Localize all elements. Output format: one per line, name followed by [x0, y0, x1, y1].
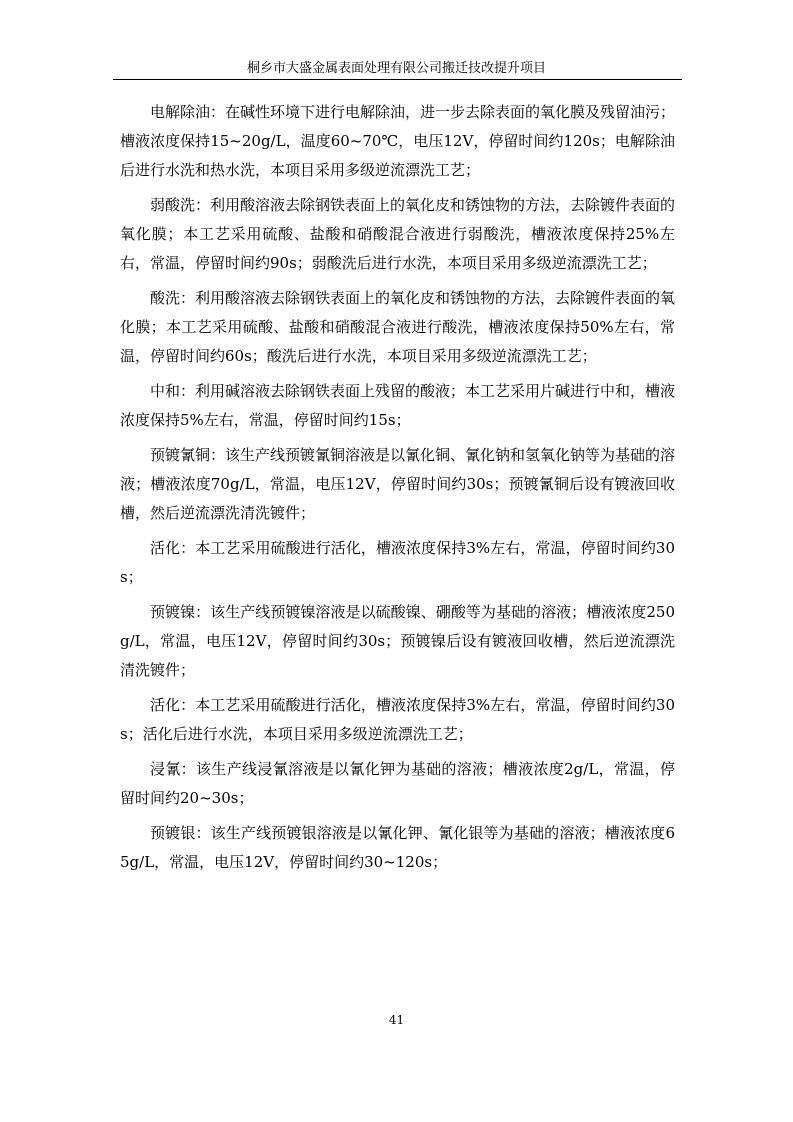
paragraph-pickling: 酸洗：利用酸溶液去除钢铁表面上的氧化皮和锈蚀物的方法，去除镀件表面的氧化膜；本工艺采用硫酸、盐酸和硝酸混合液进行酸洗，槽液浓度保持50%左右，常温，停留时间约60s；酸洗后进行水洗，本项目采用多级逆流漂洗工艺； [120, 289, 676, 365]
paragraph-electrolytic-degreasing: 电解除油：在碱性环境下进行电解除油，进一步去除表面的氧化膜及残留油污；槽液浓度保持15~20g/L，温度60~70℃，电压12V，停留时间约120s；电解除油后进行水洗和热水洗，本项目采用多级逆流漂洗工艺； [120, 103, 676, 179]
paragraph-activation-2: 活化：本工艺采用硫酸进行活化，槽液浓度保持3%左右，常温，停留时间约30s；活化后进行水洗，本项目采用多级逆流漂洗工艺； [120, 696, 675, 743]
paragraph-nickel-preplating: 预镀镍：该生产线预镀镍溶液是以硫酸镍、硼酸等为基础的溶液；槽液浓度250g/L，常温，电压12V，停留时间约30s；预镀镍后设有镀液回收槽，然后逆流漂洗清洗镀件； [120, 603, 675, 679]
paragraph-silver-preplating: 预镀银：该生产线预镀银溶液是以氰化钾、氰化银等为基础的溶液；槽液浓度65g/L，常温，电压12V，停留时间约30~120s； [120, 824, 675, 871]
page-number: 41 [388, 1013, 405, 1027]
paragraph-cyanide-dip: 浸氰：该生产线浸氰溶液是以氰化钾为基础的溶液；槽液浓度2g/L，常温，停留时间约20~30s； [120, 760, 675, 807]
paragraph-weak-pickling: 弱酸洗：利用酸溶液去除钢铁表面上的氧化皮和锈蚀物的方法，去除镀件表面的氧化膜；本工艺采用硫酸、盐酸和硝酸混合液进行弱酸洗，槽液浓度保持25%左右，常温，停留时间约90s；弱酸洗后进行水洗，本项目采用多级逆流漂洗工艺； [120, 196, 676, 272]
paragraph-cyanide-copper-preplating: 预镀氰铜：该生产线预镀氰铜溶液是以氰化铜、氰化钠和氢氧化钠等为基础的溶液；槽液浓度70g/L，常温，电压12V，停留时间约30s；预镀氰铜后设有镀液回收槽，然后逆流漂洗清洗镀件； [120, 446, 676, 522]
running-header: 桐乡市大盛金属表面处理有限公司搬迁技改提升项目 [246, 61, 546, 76]
paragraph-activation-1: 活化：本工艺采用硫酸进行活化，槽液浓度保持3%左右，常温，停留时间约30s； [120, 539, 675, 586]
header-divider [113, 79, 682, 80]
document-body [120, 98, 675, 883]
paragraph-neutralization: 中和：利用碱溶液去除钢铁表面上残留的酸液；本工艺采用片碱进行中和，槽液浓度保持5%左右，常温，停留时间约15s； [120, 382, 676, 429]
